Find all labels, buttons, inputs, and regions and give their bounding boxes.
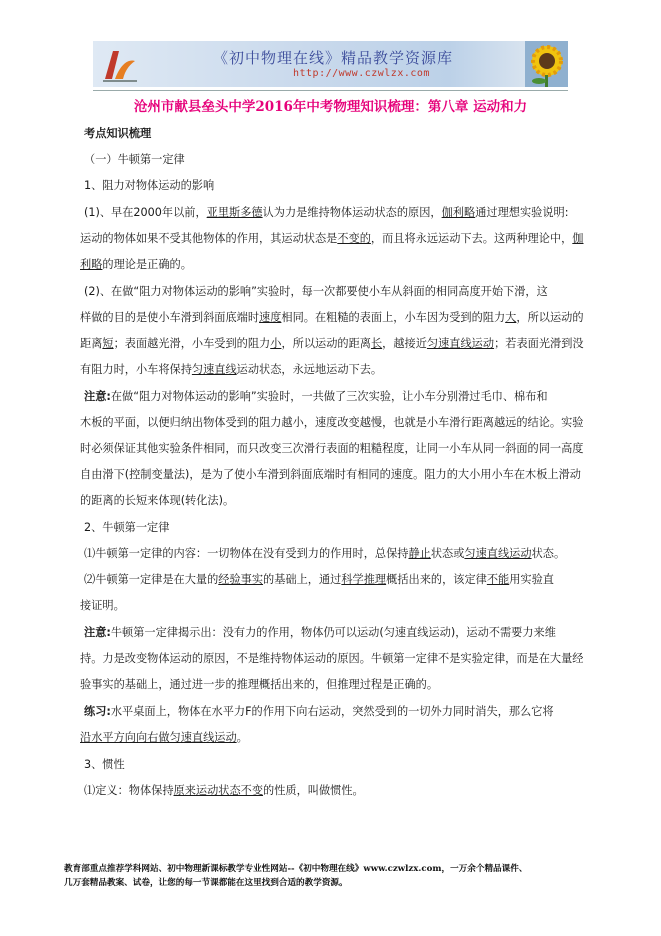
note-label: 注意:: [84, 626, 111, 639]
exercise-line: 练习:水平桌面上，物体在水平力F的作用下向右运动，突然受到的一切外力同时消失，那么它将: [84, 705, 554, 718]
text-line: 的距离的长短来体现(转化法)。: [80, 494, 235, 507]
text-line: 沿水平方向向右做匀速直线运动。: [80, 731, 248, 744]
text-line: (1)、早在2000年以前，亚里斯多德认为力是维持物体运动状态的原因，伽利略通过理想实验说明:: [84, 206, 569, 219]
sunflower-icon: [525, 41, 568, 87]
text-line: 木板的平面，以便归纳出物体受到的阻力越小，速度改变越慢，也就是小车滑行距离越远的结论。实验: [80, 416, 584, 429]
footer-line: 几万套精品教案、试卷，让您的每一节课都能在这里找到合适的教学资源。: [64, 878, 348, 888]
note-line: 注意:在做“阻力对物体运动的影响”实验时，一共做了三次实验，让小车分别滑过毛巾、棉布和: [84, 390, 548, 403]
subsection-heading: （一）牛顿第一定律: [84, 153, 185, 166]
section-heading: 考点知识梳理: [84, 127, 152, 140]
text-line: 样做的目的是使小车滑到斜面底端时速度相同。在粗糙的表面上，小车因为受到的阻力大，所以运动的: [80, 311, 584, 324]
text-line: ⑴定义：物体保持原来运动状态不变的性质，叫做惯性。: [84, 784, 364, 797]
text-line: ⑵牛顿第一定律是在大量的经验事实的基础上，通过科学推理概括出来的，该定律不能用实验直: [84, 573, 554, 586]
document-title: 沧州市献县垒头中学2016年中考物理知识梳理：第八章 运动和力: [133, 99, 528, 115]
text-line: 利略的理论是正确的。: [80, 258, 192, 271]
banner-title: 《初中物理在线》精品教学资源库: [213, 49, 454, 67]
page-footer: [64, 862, 604, 890]
banner-divider: [93, 90, 568, 91]
banner-url[interactable]: http://www.czwlzx.com: [293, 68, 430, 79]
footer-line: 教育部重点推荐学科网站、初中物理新课标教学专业性网站--《初中物理在线》www.czwlzx.com，一万余个精品课件、: [64, 864, 528, 874]
text-line: 接证明。: [80, 599, 125, 612]
text-line: 时必须保证其他实验条件相同，而只改变三次滑行表面的粗糙程度，让同一小车从同一斜面的同一高度: [80, 442, 584, 455]
text-line: 持。力是改变物体运动的原因，不是维持物体运动的原因。牛顿第一定律不是实验定律，而是在大量经: [80, 652, 584, 665]
header-banner: [93, 41, 568, 87]
text-line: 距离短；表面越光滑，小车受到的阻力小，所以运动的距离长，越接近匀速直线运动；若表面光滑到没: [80, 337, 584, 350]
text-line: (2)、在做“阻力对物体运动的影响”实验时，每一次都要使小车从斜面的相同高度开始下滑，这: [84, 285, 548, 298]
text-line: 有阻力时，小车将保持匀速直线运动状态，永远地运动下去。: [80, 363, 383, 376]
text-line: ⑴牛顿第一定律的内容：一切物体在没有受到力的作用时，总保持静止状态或匀速直线运动状态。: [84, 547, 566, 560]
note-label: 注意:: [84, 390, 111, 403]
topic-heading: 1、阻力对物体运动的影响: [84, 179, 215, 192]
topic-heading: 2、牛顿第一定律: [84, 521, 170, 534]
topic-heading: 3、惯性: [84, 758, 125, 771]
site-logo-icon: [99, 45, 139, 83]
text-line: 运动的物体如果不受其他物体的作用，其运动状态是不变的，而且将永远运动下去。这两种理论中，伽: [80, 232, 584, 245]
exercise-label: 练习:: [84, 705, 111, 718]
note-line: 注意:牛顿第一定律揭示出：没有力的作用，物体仍可以运动(匀速直线运动)，运动不需要力来维: [84, 626, 556, 639]
text-line: 验事实的基础上，通过进一步的推理概括出来的，但推理过程是正确的。: [80, 678, 439, 691]
text-line: 自由滑下(控制变量法)，是为了使小车滑到斜面底端时有相同的速度。阻力的大小用小车在木板上滑动: [80, 468, 581, 481]
